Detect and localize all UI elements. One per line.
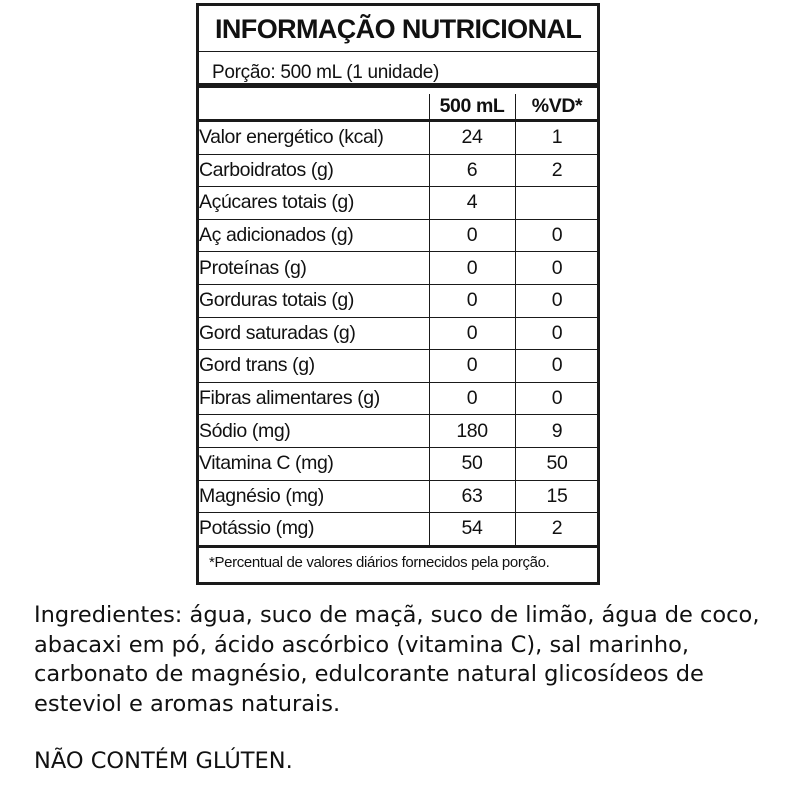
nutrient-name: Sódio (mg) bbox=[199, 415, 429, 448]
nutrient-name: Aç adicionados (g) bbox=[199, 219, 429, 252]
nutrition-facts-panel bbox=[196, 3, 600, 585]
header-daily-value-cell: %VD* bbox=[515, 94, 599, 121]
nutrient-name: Magnésio (mg) bbox=[199, 480, 429, 513]
nutrition-title: INFORMAÇÃO NUTRICIONAL bbox=[199, 6, 597, 52]
nutrient-amount: 63 bbox=[429, 480, 515, 513]
nutrient-amount: 50 bbox=[429, 447, 515, 480]
nutrient-daily-value: 0 bbox=[515, 252, 599, 285]
nutrient-daily-value bbox=[515, 187, 599, 220]
nutrition-row bbox=[199, 350, 599, 383]
nutrient-daily-value: 0 bbox=[515, 382, 599, 415]
nutrient-name: Proteínas (g) bbox=[199, 252, 429, 285]
nutrition-row bbox=[199, 154, 599, 187]
nutrient-name: Vitamina C (mg) bbox=[199, 447, 429, 480]
nutrition-row bbox=[199, 480, 599, 513]
nutrient-daily-value: 0 bbox=[515, 317, 599, 350]
nutrient-daily-value: 15 bbox=[515, 480, 599, 513]
nutrient-amount: 0 bbox=[429, 284, 515, 317]
nutrient-daily-value: 9 bbox=[515, 415, 599, 448]
nutrient-amount: 6 bbox=[429, 154, 515, 187]
header-nutrient-cell bbox=[199, 94, 429, 121]
nutrition-row bbox=[199, 252, 599, 285]
nutrient-daily-value: 0 bbox=[515, 219, 599, 252]
nutrient-amount: 4 bbox=[429, 187, 515, 220]
daily-value-footnote: *Percentual de valores diários fornecidos pela porção. bbox=[209, 554, 550, 571]
nutrition-row bbox=[199, 447, 599, 480]
nutrient-daily-value: 0 bbox=[515, 284, 599, 317]
nutrient-amount: 180 bbox=[429, 415, 515, 448]
nutrient-amount: 24 bbox=[429, 121, 515, 155]
nutrient-name: Gorduras totais (g) bbox=[199, 284, 429, 317]
ingredients-text: Ingredientes: água, suco de maçã, suco de limão, água de coco, abacaxi em pó, ácido ascórbico (vitamina C), sal marinho, carbonato de magnésio, edulcorante natural glicosídeos de esteviol e aromas naturais. bbox=[34, 602, 760, 717]
nutrient-name: Potássio (mg) bbox=[199, 513, 429, 547]
nutrition-row bbox=[199, 219, 599, 252]
nutrition-row bbox=[199, 513, 599, 547]
nutrition-row bbox=[199, 284, 599, 317]
nutrient-amount: 0 bbox=[429, 219, 515, 252]
nutrition-row bbox=[199, 415, 599, 448]
nutrient-name: Açúcares totais (g) bbox=[199, 187, 429, 220]
nutrient-amount: 0 bbox=[429, 350, 515, 383]
nutrient-amount: 54 bbox=[429, 513, 515, 547]
header-amount-cell: 500 mL bbox=[429, 94, 515, 121]
nutrient-name: Gord saturadas (g) bbox=[199, 317, 429, 350]
nutrient-amount: 0 bbox=[429, 382, 515, 415]
nutrition-header-row bbox=[199, 94, 599, 121]
nutrient-amount: 0 bbox=[429, 317, 515, 350]
gluten-notice: NÃO CONTÉM GLÚTEN. bbox=[34, 748, 293, 774]
nutrient-daily-value: 0 bbox=[515, 350, 599, 383]
nutrition-row bbox=[199, 187, 599, 220]
portion-size: Porção: 500 mL (1 unidade) bbox=[199, 54, 597, 88]
nutrition-table bbox=[199, 94, 599, 548]
nutrient-daily-value: 1 bbox=[515, 121, 599, 155]
nutrient-daily-value: 50 bbox=[515, 447, 599, 480]
nutrient-name: Gord trans (g) bbox=[199, 350, 429, 383]
nutrition-row bbox=[199, 382, 599, 415]
nutrition-row bbox=[199, 317, 599, 350]
nutrient-daily-value: 2 bbox=[515, 154, 599, 187]
nutrient-name: Carboidratos (g) bbox=[199, 154, 429, 187]
nutrient-name: Fibras alimentares (g) bbox=[199, 382, 429, 415]
nutrient-amount: 0 bbox=[429, 252, 515, 285]
nutrient-daily-value: 2 bbox=[515, 513, 599, 547]
nutrition-row bbox=[199, 121, 599, 155]
nutrient-name: Valor energético (kcal) bbox=[199, 121, 429, 155]
